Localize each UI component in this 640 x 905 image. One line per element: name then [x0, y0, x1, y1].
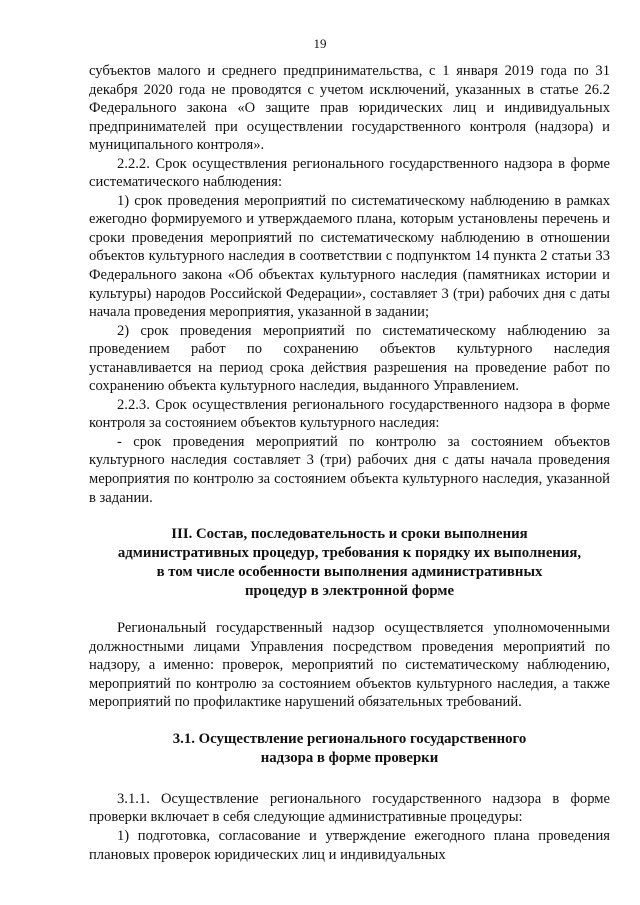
paragraph-3-1-1: 3.1.1. Осуществление регионального государственного надзора в форме проверки включает в себя следующие административные процедуры: — [89, 790, 610, 826]
section-heading-line-3: в том числе особенности выполнения административных — [156, 564, 543, 581]
document-body — [89, 62, 610, 864]
subsection-heading — [89, 730, 610, 768]
page-number: 19 — [313, 36, 327, 51]
subsection-heading-line-2: надзора в форме проверки — [260, 749, 439, 766]
section-heading-line-1: III. Состав, последовательность и сроки выполнения — [171, 526, 528, 543]
paragraph-continuation: субъектов малого и среднего предпринимательства, с 1 января 2019 года по 31 декабря 2020 года не проводятся с учетом исключений, указанных в статье 26.2 Федерального закона «О защите прав юридических лиц и индивидуальных предпринимателей при осуществлении государственного контроля (надзора) и муниципального контроля». — [89, 63, 610, 154]
paragraph-item-2: 2) срок проведения мероприятий по систематическому наблюдению за проведением работ по сохранению объектов культурного наследия устанавливается на период срока действия разрешения на проведение работ по сохранению объекта культурного наследия, выданного Управлением. — [89, 322, 610, 395]
subsection-heading-line-1: 3.1. Осуществление регионального государственного — [172, 730, 527, 747]
section-heading-line-2: административных процедур, требования к порядку их выполнения, — [117, 545, 582, 562]
paragraph-2-2-3: 2.2.3. Срок осуществления регионального государственного надзора в форме контроля за состоянием объектов культурного наследия: — [89, 396, 610, 432]
section-paragraph: Региональный государственный надзор осуществляется уполномоченными должностными лицами Управления посредством проведения мероприятий по надзору, а именно: проверок, мероприятий по систематическому наблюдению, мероприятий по контролю за состоянием объектов культурного наследия, а также мероприятий по профилактике нарушений обязательных требований. — [89, 620, 610, 711]
paragraph-dash-item: - срок проведения мероприятий по контролю за состоянием объектов культурного наследия составляет 3 (три) рабочих дня с даты начала проведения мероприятия по контролю за состоянием объекта культурного наследия, указанной в задании. — [89, 433, 610, 506]
section-heading — [89, 525, 610, 601]
paragraph-2-2-2: 2.2.2. Срок осуществления регионального государственного надзора в форме систематического наблюдения: — [89, 155, 610, 191]
paragraph-item-1: 1) срок проведения мероприятий по систематическому наблюдению в рамках ежегодно формируемого и утверждаемого плана, которым установлены перечень и сроки проведения мероприятий по систематическому наблюдению в отношении объектов культурного наследия в соответствии с подпунктом 14 пункта 2 статьи 33 Федерального закона «Об объектах культурного наследия (памятниках истории и культуры) народов Российской Федерации», составляет 3 (три) рабочих дня с даты начала проведения мероприятия, указанной в задании; — [89, 192, 610, 321]
section-heading-line-4: процедур в электронной форме — [244, 583, 455, 600]
paragraph-3-1-1-item-1: 1) подготовка, согласование и утверждение ежегодного плана проведения плановых проверок юридических лиц и индивидуальных — [89, 827, 610, 863]
